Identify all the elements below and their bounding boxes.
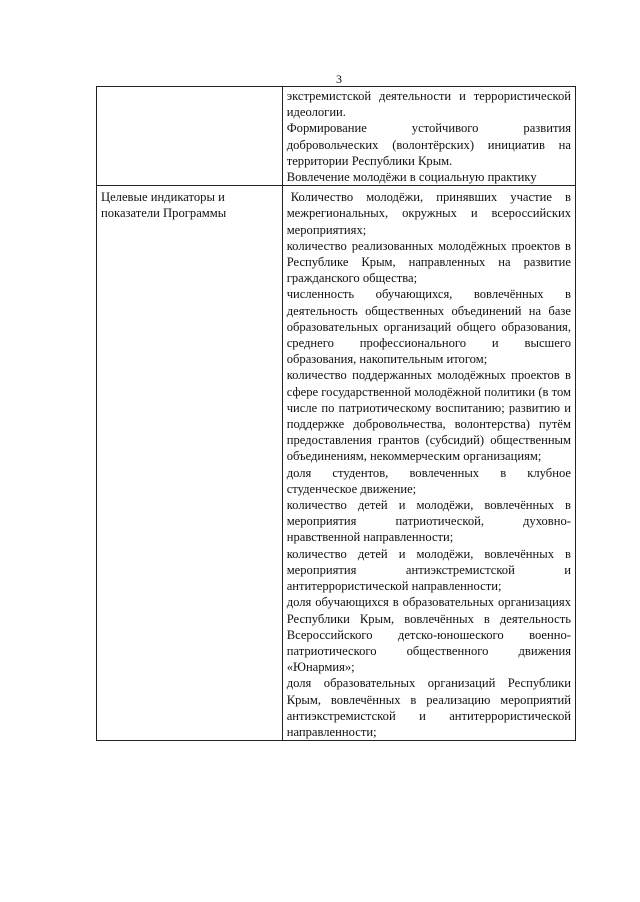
row-content-cell bbox=[282, 87, 575, 186]
content-paragraph: количество поддержанных молодёжных проектов в сфере государственной молодёжной политики (в том числе по патриотическому воспитанию; развитию и поддержке добровольчества, волонтерства) путём предоставления грантов (субсидий) общественным объединениям, некоммерческим организациям; bbox=[286, 368, 571, 464]
content-paragraph: Вовлечение молодёжи в социальную практику bbox=[286, 170, 537, 185]
content-paragraph: экстремистской деятельности и террористической идеологии. bbox=[286, 89, 571, 120]
content-paragraph: доля обучающихся в образовательных организациях Республики Крым, вовлечённых в деятельность Всероссийского детско-юношеского военно-патриотического общественного движения «Юнармия»; bbox=[286, 595, 571, 675]
row-label-cell: Целевые индикаторы и показатели Программы bbox=[97, 186, 283, 741]
content-paragraph: доля студентов, вовлеченных в клубное студенческое движение; bbox=[286, 465, 571, 496]
program-passport-table bbox=[96, 86, 576, 741]
content-paragraph: доля образовательных организаций Республики Крым, вовлечённых в реализацию мероприятий антиэкстремистской и антитеррористической направленности; bbox=[286, 676, 571, 739]
content-paragraph: количество детей и молодёжи, вовлечённых в мероприятия антиэкстремистской и антитеррористической направленности; bbox=[286, 546, 571, 594]
content-paragraph: численность обучающихся, вовлечённых в деятельность общественных объединений на базе образовательных организаций общего образования, среднего профессионального и высшего образования, накопительным итогом; bbox=[286, 287, 571, 367]
row-label-cell bbox=[97, 87, 283, 186]
table-row bbox=[97, 87, 576, 186]
content-paragraph: количество детей и молодёжи, вовлечённых в мероприятия патриотической, духовно-нравственной направленности; bbox=[286, 498, 571, 545]
table-row bbox=[97, 186, 576, 741]
content-paragraph: количество реализованных молодёжных проектов в Республике Крым, направленных на развитие гражданского общества; bbox=[286, 238, 571, 286]
row-content-cell bbox=[282, 186, 575, 741]
content-paragraph: Формирование устойчивого развития добровольческих (волонтёрских) инициатив на территории Республики Крым. bbox=[286, 121, 571, 168]
page-number: 3 bbox=[336, 72, 342, 86]
content-paragraph: Количество молодёжи, принявших участие в межрегиональных, окружных и всероссийских мероприятиях; bbox=[286, 190, 571, 237]
